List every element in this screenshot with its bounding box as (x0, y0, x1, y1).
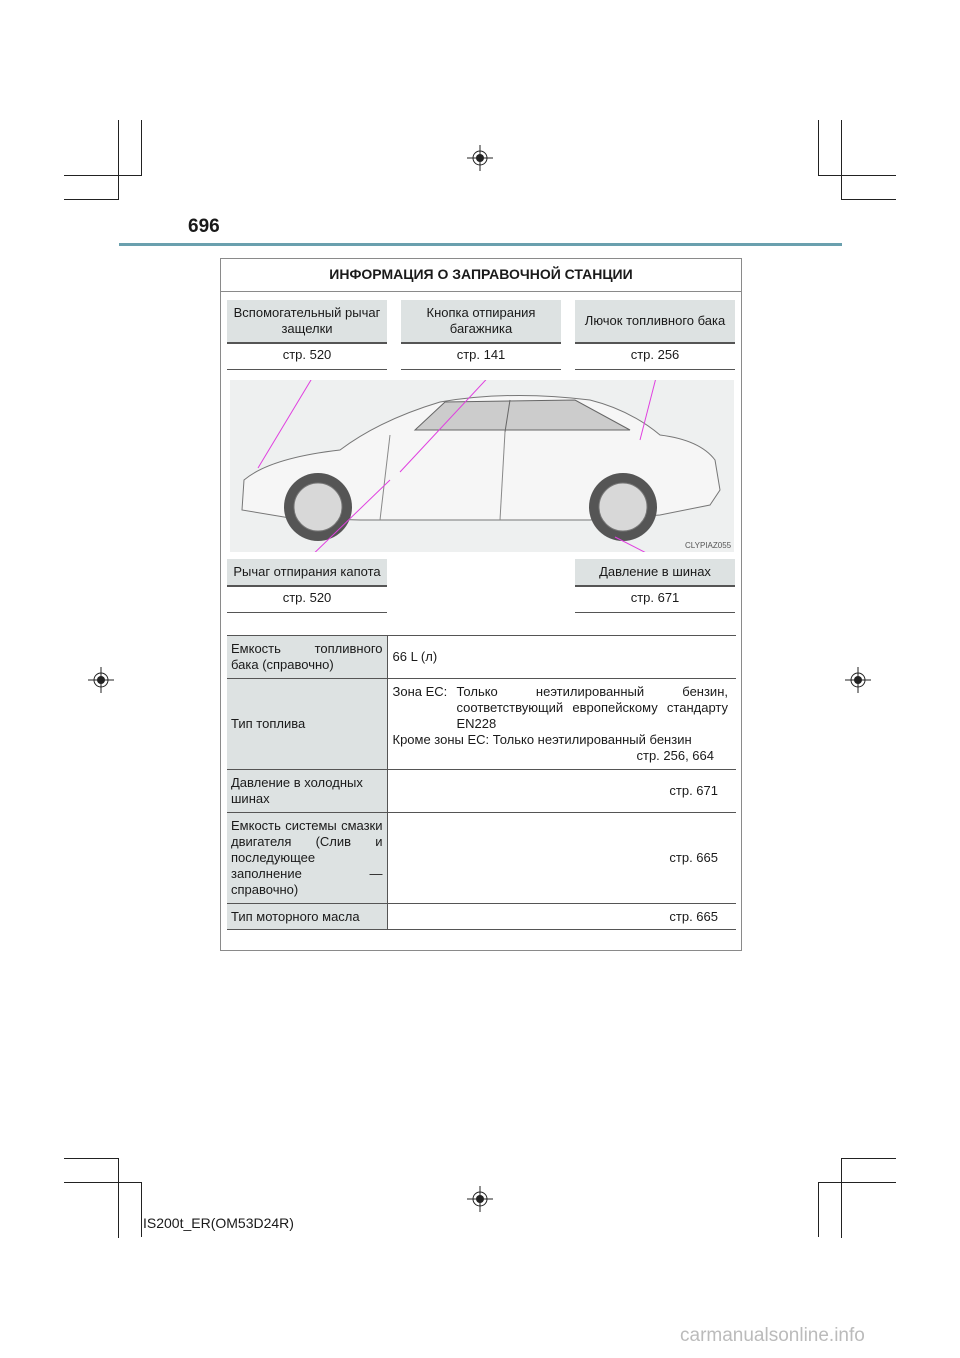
row-key: Давление в холодных шинах (227, 770, 387, 813)
row-key: Тип моторного масла (227, 904, 387, 930)
crop-mark (818, 1182, 896, 1183)
callout-page[interactable]: стр. 520 (227, 344, 387, 370)
crop-mark (141, 120, 142, 175)
car-side-view-icon (230, 380, 734, 552)
footer-code: IS200t_ER(OM53D24R) (143, 1215, 294, 1231)
crop-mark (64, 1182, 142, 1183)
crop-mark (118, 1158, 119, 1238)
table-row (227, 679, 736, 770)
callout-label: Давление в шинах (575, 559, 735, 587)
row-key: Тип топлива (227, 679, 387, 770)
table-row (227, 904, 736, 930)
callout-page[interactable]: стр. 141 (401, 344, 561, 370)
fuel-info-table (227, 635, 736, 930)
crop-mark (141, 1182, 142, 1237)
callout-label: Лючок топливного бака (575, 300, 735, 344)
callout-label: Кнопка отпирания багажника (401, 300, 561, 344)
page-ref[interactable]: стр. 665 (387, 813, 736, 904)
header-rule (119, 243, 842, 246)
table-row (227, 636, 736, 679)
zone-label: Зона ЕС: (392, 684, 448, 699)
callout-page[interactable]: стр. 256 (575, 344, 735, 370)
crop-mark (841, 1158, 896, 1159)
page-ref[interactable]: стр. 665 (387, 904, 736, 930)
callout-page[interactable]: стр. 520 (227, 587, 387, 613)
section-title: ИНФОРМАЦИЯ О ЗАПРАВОЧНОЙ СТАНЦИИ (221, 259, 741, 292)
row-key: Емкость топливного бака (справочно) (227, 636, 387, 679)
car-illustration (230, 380, 734, 552)
crop-mark (841, 120, 842, 200)
registration-mark-icon (88, 667, 114, 693)
page-ref[interactable]: стр. 671 (387, 770, 736, 813)
crop-mark (64, 199, 119, 200)
row-value: 66 L (л) (387, 636, 736, 679)
crop-mark (64, 1158, 119, 1159)
registration-mark-icon (467, 1186, 493, 1212)
crop-mark (118, 120, 119, 200)
crop-mark (841, 1158, 842, 1238)
registration-mark-icon (467, 145, 493, 171)
other-zone-text: Кроме зоны ЕС: Только неэтилированный бензин (392, 732, 692, 747)
row-key: Емкость системы смазки двигателя (Слив и последующее заполнение — справочно) (227, 813, 387, 904)
fuel-info-box (220, 258, 742, 951)
table-row (227, 770, 736, 813)
callout-page[interactable]: стр. 671 (575, 587, 735, 613)
page-ref[interactable]: стр. 256, 664 (636, 748, 714, 763)
image-code: CLYPIAZ055 (685, 541, 732, 550)
crop-mark (818, 175, 896, 176)
page-number: 696 (188, 216, 220, 237)
crop-mark (841, 199, 896, 200)
zone-text: Только неэтилированный бензин, соответствующий европейскому стандарту EN228 (456, 684, 728, 731)
crop-mark (818, 1182, 819, 1237)
crop-mark (64, 175, 142, 176)
registration-mark-icon (845, 667, 871, 693)
callout-label: Вспомогательный рычаг защелки (227, 300, 387, 344)
callout-label: Рычаг отпирания капота (227, 559, 387, 587)
watermark: carmanualsonline.info (680, 1325, 865, 1346)
table-row (227, 813, 736, 904)
crop-mark (818, 120, 819, 175)
